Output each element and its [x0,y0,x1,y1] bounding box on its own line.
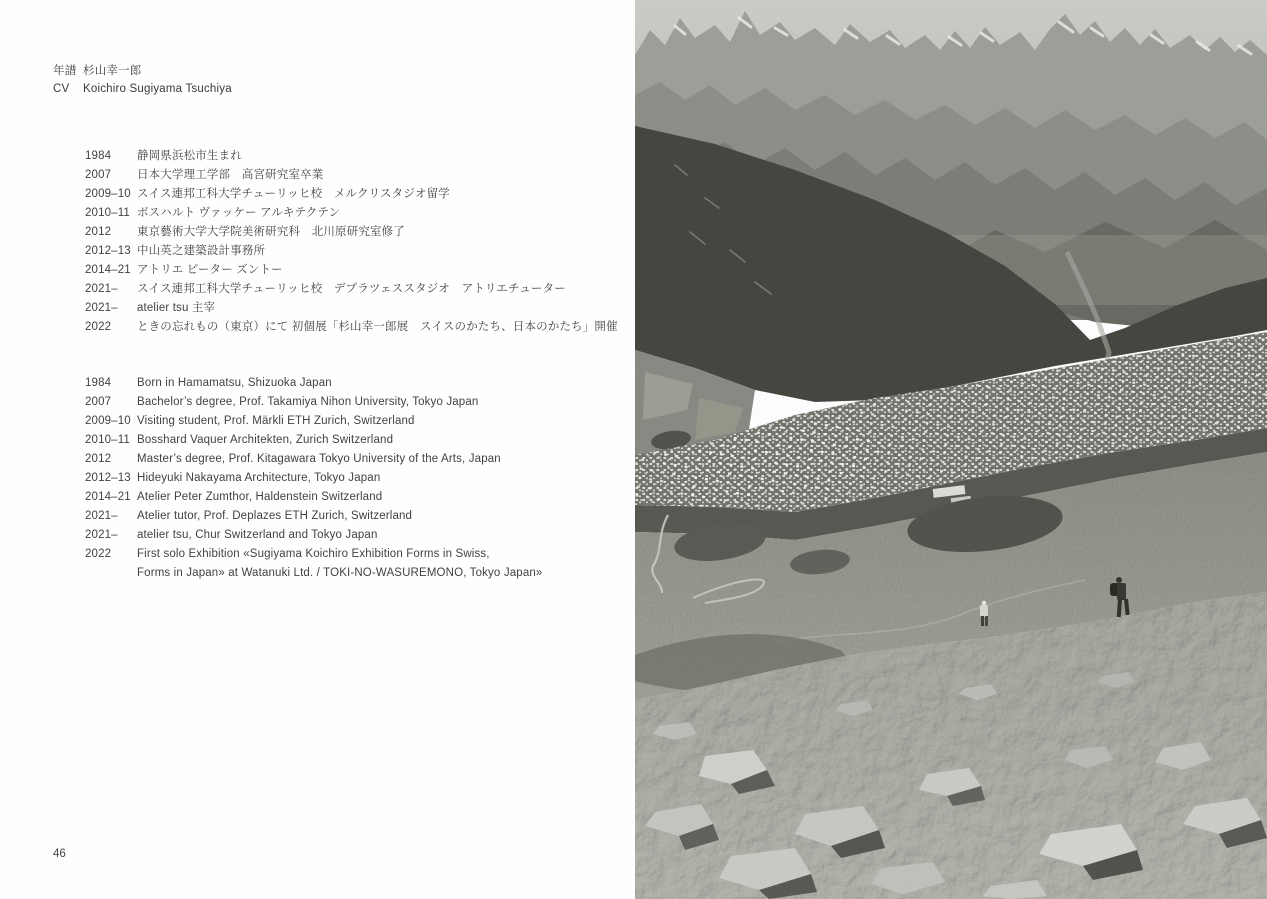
timeline-text: スイス連邦工科大学チューリッヒ校 メルクリスタジオ留学 [137,188,450,200]
timeline-row [85,280,618,299]
cv-label-ja: 年譜 [53,65,77,77]
timeline-year: 2021– [85,283,118,295]
timeline-year: 2009–10 [85,188,131,200]
timeline-row [85,147,618,166]
timeline-year: 2007 [85,396,112,408]
mountain-photo [635,0,1267,899]
page-number: 46 [53,848,66,860]
timeline-row [85,469,542,488]
timeline-row [85,185,618,204]
timeline-year: 2022 [85,548,112,560]
cv-header-en [53,80,232,98]
timeline-year-empty [85,564,137,583]
timeline-text: Born in Hamamatsu, Shizuoka Japan [137,377,332,389]
timeline-text: Forms in Japan» at Watanuki Ltd. / TOKI-NO-WASUREMONO, Tokyo Japan» [137,567,543,579]
timeline-text: ボスハルト ヴァッケー アルキテクテン [137,207,341,219]
timeline-year: 1984 [85,377,112,389]
timeline-row [85,299,618,318]
timeline-year: 2021– [85,510,118,522]
timeline-text: Atelier Peter Zumthor, Haldenstein Switzerland [137,491,383,503]
timeline-year: 2010–11 [85,434,130,446]
timeline-text: Hideyuki Nakayama Architecture, Tokyo Japan [137,472,381,484]
timeline-year: 2014–21 [85,264,131,276]
timeline-text: 静岡県浜松市生まれ [137,150,242,162]
timeline-text: Atelier tutor, Prof. Deplazes ETH Zurich, Switzerland [137,510,413,522]
timeline-row [85,526,542,545]
timeline-year: 2009–10 [85,415,131,427]
timeline-row [85,488,542,507]
timeline-year: 1984 [85,150,112,162]
timeline-year: 2022 [85,321,112,333]
timeline-year: 2021– [85,302,118,314]
timeline-year: 2012 [85,226,112,238]
timeline-text: スイス連邦工科大学チューリッヒ校 デプラツェススタジオ アトリエチューター [137,283,566,295]
timeline-text: ときの忘れもの（東京）にて 初個展「杉山幸一郎展 スイスのかたち、日本のかたち」開催 [137,321,618,333]
timeline-text: アトリエ ピーター ズントー [137,264,283,276]
timeline-row [85,204,618,223]
timeline-text: 中山英之建築設計事務所 [137,245,266,257]
timeline-text: First solo Exhibition «Sugiyama Koichiro Exhibition Forms in Swiss, [137,548,490,560]
timeline-row [85,545,542,564]
timeline-row [85,450,542,469]
timeline-text: atelier tsu 主宰 [137,302,216,314]
timeline-year: 2012–13 [85,472,131,484]
timeline-row-continuation [85,564,542,583]
timeline-text: 東京藝術大学大学院美術研究科 北川原研究室修了 [137,226,405,238]
timeline-year: 2021– [85,529,118,541]
timeline-year: 2010–11 [85,207,130,219]
timeline-row [85,242,618,261]
timeline-year: 2012–13 [85,245,131,257]
cv-name-en: Koichiro Sugiyama Tsuchiya [83,83,232,95]
cv-header [53,62,232,98]
timeline-text: Master’s degree, Prof. Kitagawara Tokyo University of the Arts, Japan [137,453,501,465]
timeline-year: 2012 [85,453,112,465]
timeline-row [85,374,542,393]
timeline-row [85,261,618,280]
timeline-text: Visiting student, Prof. Märkli ETH Zurich, Switzerland [137,415,415,427]
photo-grain [635,0,1267,899]
timeline-text: Bachelor’s degree, Prof. Takamiya Nihon University, Tokyo Japan [137,396,479,408]
timeline-japanese [85,147,618,337]
timeline-text: atelier tsu, Chur Switzerland and Tokyo Japan [137,529,378,541]
timeline-row [85,223,618,242]
timeline-row [85,393,542,412]
timeline-english [85,374,542,583]
timeline-text: 日本大学理工学部 高宮研究室卒業 [137,169,324,181]
timeline-row [85,431,542,450]
timeline-row [85,318,618,337]
mountain-photo-art [635,0,1267,899]
cv-name-ja: 杉山幸一郎 [83,65,142,77]
timeline-row [85,507,542,526]
timeline-year: 2007 [85,169,112,181]
cv-label-en: CV [53,83,70,95]
timeline-text: Bosshard Vaquer Architekten, Zurich Switzerland [137,434,394,446]
cv-header-ja [53,62,232,80]
timeline-row [85,412,542,431]
timeline-year: 2014–21 [85,491,131,503]
timeline-row [85,166,618,185]
